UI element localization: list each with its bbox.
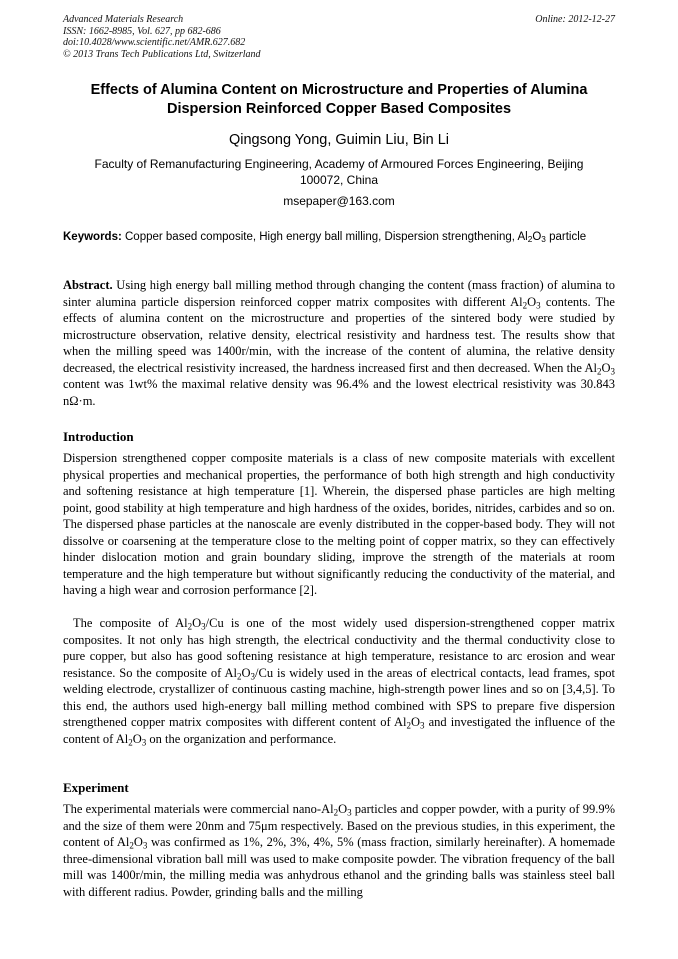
affiliation: Faculty of Remanufacturing Engineering, Academy of Armoured Forces Engineering, Beijing 100072, China [94,157,584,187]
subscript: 3 [201,621,206,632]
journal-header [63,14,363,60]
paper-title [63,81,615,119]
experiment-paragraph-1 [63,801,615,900]
abstract-text: O [527,294,537,309]
subscript: 2 [237,670,242,681]
copyright-line: © 2013 Trans Tech Publications Ltd, Switzerland [63,48,261,60]
subscript: 2 [128,736,133,747]
subscript: 2 [406,720,412,731]
keywords-text: particle [545,231,587,243]
subscript: 3 [347,807,352,818]
subscript: 2 [522,299,528,310]
online-date: Online: 2012-12-27 [535,14,615,25]
subscript: 3 [536,299,541,310]
subscript: 2 [187,621,193,632]
journal-name: Advanced Materials Research [63,14,184,25]
title-line-1: Effects of Alumina Content on Microstructure and Properties of Alumina [90,82,588,98]
subscript: 2 [129,840,134,851]
paragraph-text: /Cu is one of the most widely used dispersion-strengthened copper matrix composites. It not only has high strength, the electrical conductivity and the thermal conductivity close to pure copper, but also has good softening resistance at high temperature, resistance to arc erosion and wear resistance. So the composite of Al [63,616,615,680]
abstract-text: O [601,360,611,375]
subscript: 2 [527,235,533,245]
paragraph-text: /Cu is widely used in the areas of electrical contacts, lead frames, spot welding electrode, crystallizer of continuous casting machine, high-strength power lines and so on [3,4,5]. To this end, the authors used high-energy ball milling method combined with SPS to prepare five dispersion strengthened copper matrix composites with different content of Al [63,665,615,729]
subscript: 3 [420,720,425,731]
introduction-paragraph-2 [63,615,615,747]
subscript: 3 [142,840,148,851]
subscript: 3 [541,235,546,245]
paragraph-text: O [241,665,251,680]
paragraph-text: and investigated the influence of the content of Al [63,715,615,746]
subscript: 2 [596,365,602,376]
abstract-text: Using high energy ball milling method through changing the content (mass fraction) of alumina to sinter alumina particle dispersion reinforced copper matrix composites with different Al [63,278,615,309]
paragraph-text: on the organization and performance. [146,731,337,746]
paragraph-text: O [133,835,143,849]
paragraph-text: The experimental materials were commercial nano-Al [63,802,334,816]
paragraph-text: O [338,802,348,816]
introduction-paragraph-1: Dispersion strengthened copper composite materials is a class of new composite materials with excellent physical properties and mechanical properties, the performance of both high strength and high conductivity and softening resistance at high temperature [1]. Wherein, the dispersed phase particles are high melting point, good stability at high temperature and high hardness of the oxides, borides, nitrides, carbides and so on. The dispersed phase particles at the nanoscale are evenly distributed in the copper-based body. They will not dissolve or coarsening at the temperature close to the melting point of copper matrix, so they can effectively hinder dislocation motion and grain boundary sliding, improve the strength of the materials at room temperature and the high temperature but without significantly reducing the conductivity of the material, and having a high wear and corrosion performance [2]. [63,451,615,597]
author-list: Qingsong Yong, Guimin Liu, Bin Li [228,132,450,148]
introduction-heading: Introduction [63,429,134,444]
keywords-label: Keywords: [63,231,122,243]
keywords-text: Copper based composite, High energy ball milling, Dispersion strengthening, Al [121,231,528,243]
abstract-text: contents. The effects of alumina content on the microstructure and properties of the sintered body were studied by microstructure observation, relative density, electrical resistivity and hardness test. The results show that when the milling speed was 1400r/min, with the increase of the content of alumina, the relative density decreased, the electrical resistivity increased, the hardness increased first and then decreased. When the Al [63,294,615,375]
experiment-heading: Experiment [63,780,129,795]
paragraph-text: O [132,731,142,746]
abstract [63,277,615,409]
subscript: 3 [141,736,147,747]
subscript: 3 [250,670,256,681]
abstract-label: Abstract. [63,278,113,292]
keywords [63,229,615,245]
abstract-text: content was 1wt% the maximal relative density was 96.4% and the lowest electrical resistivity was 30.843 nΩ·m. [63,377,615,408]
subscript: 2 [333,807,339,818]
paragraph-text: O [192,616,202,630]
keywords-text: O [532,231,542,243]
title-line-2: Dispersion Reinforced Copper Based Composites [166,101,512,117]
doi-line: doi:10.4028/www.scientific.net/AMR.627.682 [63,37,246,48]
paragraph-text: The composite of Al [73,616,188,630]
issn-line: ISSN: 1662-8985, Vol. 627, pp 682-686 [63,25,221,37]
paragraph-text: O [411,715,421,729]
paragraph-text: was confirmed as 1%, 2%, 3%, 4%, 5% (mass fraction, similarly hereinafter). A homemade three-dimensional vibration ball mill was used to make composite powder. The vibration frequency of the ball mill was 1400r/min, the milling media was anhydrous ethanol and the grinding balls was stainless steel ball with different radius. Powder, grinding balls and the milling [63,835,616,899]
paragraph-text: particles and copper powder, with a purity of 99.9% and the size of them were 20nm and 75μm respectively. Based on the previous studies, in this experiment, the content of Al [63,802,615,849]
subscript: 3 [610,365,615,376]
author-email: msepaper@163.com [283,194,395,208]
